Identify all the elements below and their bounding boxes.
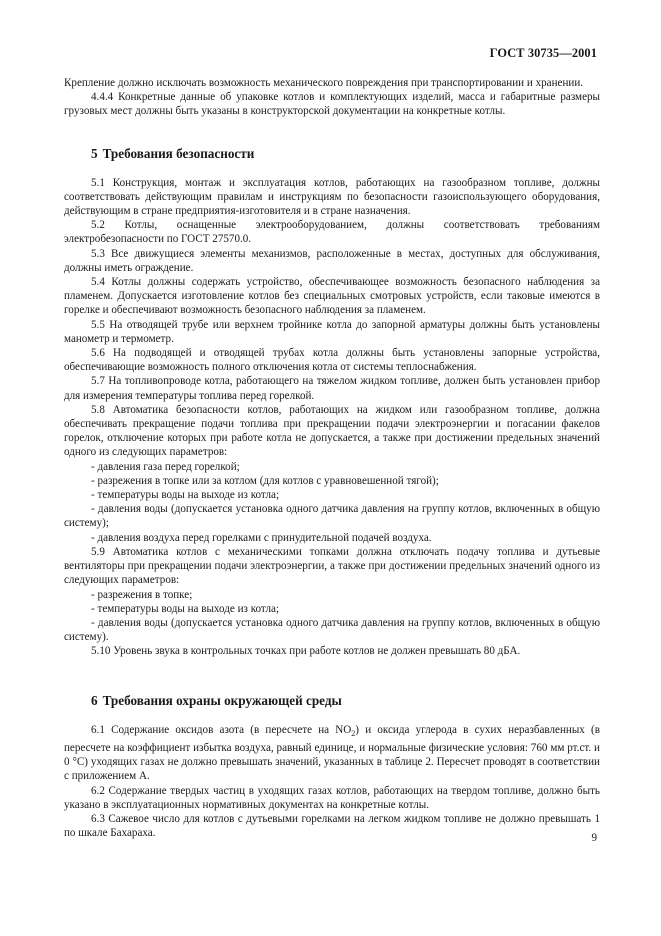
paragraph: - давления воздуха перед горелками с принудительной подачей воздуха. (91, 531, 432, 544)
paragraph: 5.8 Автоматика безопасности котлов, работающих на жидком или газообразном топливе, должна обеспечивать прекращение подачи топлива при прекращении подачи электроэнергии и погасании факелов горелок, отключение которых при работе котла не допускается, а также при достижении предельных значений одного из следующих параметров: (64, 403, 600, 459)
section-5-heading (64, 146, 600, 162)
top-paragraphs (64, 76, 600, 119)
paragraph: 5.3 Все движущиеся элементы механизмов, расположенные в местах, доступных для обслуживания, должны иметь ограждение. (64, 247, 600, 274)
paragraph-6-1-text-a: 6.1 Содержание оксидов азота (в пересчете на NO (91, 723, 352, 736)
subscript-2: 2 (351, 728, 356, 738)
section-title: Требования безопасности (102, 145, 255, 161)
paragraph-6-1 (64, 723, 600, 784)
page-number: 9 (591, 832, 597, 844)
paragraph: Крепление должно исключать возможность механического повреждения при транспортировании и хранении. (64, 77, 584, 89)
paragraph: 5.10 Уровень звука в контрольных точках при работе котлов не должен превышать 80 дБА. (91, 645, 521, 658)
section-6-heading (64, 693, 600, 709)
paragraph: - температуры воды на выходе из котла; (91, 602, 280, 615)
section-6-paragraphs (64, 784, 600, 841)
section-number: 6 (91, 692, 98, 708)
paragraph: 5.5 На отводящей трубе или верхнем тройнике котла до запорной арматуры должны быть установлены манометр и термометр. (64, 318, 600, 345)
section-5-paragraphs (64, 176, 600, 659)
paragraph: - разрежения в топке; (91, 588, 193, 601)
paragraph: - давления воды (допускается установка одного датчика давления на группу котлов, включенных в общую систему); (64, 503, 600, 530)
document-header: ГОСТ 30735—2001 (489, 46, 597, 60)
paragraph: 5.1 Конструкция, монтаж и эксплуатация котлов, работающих на газообразном топливе, должны соответствовать действующим правилам и инструкциям по безопасности газоиспользующего оборудования, действующим в стране предприятия-изготовителя и в стране назначения. (64, 176, 600, 218)
paragraph: - давления газа перед горелкой; (91, 460, 240, 473)
paragraph: 5.4 Котлы должны содержать устройство, обеспечивающее возможность безопасного наблюдения за пламенем. Допускается изготовление котлов без специальных смотровых устройств, если таковые имеются в горелке и обеспечивают возможность безопасного наблюдения за пламенем. (64, 276, 600, 317)
paragraph: 5.9 Автоматика котлов с механическими топками должна отключать подачу топлива и дутьевые вентиляторы при прекращении подачи электроэнергии, а также при достижении предельных значений одного из следующих параметров: (64, 545, 600, 587)
document-body (64, 76, 600, 840)
section-number: 5 (91, 145, 98, 161)
section-title: Требования охраны окружающей среды (102, 692, 342, 708)
paragraph-6-1-text-b: ) и оксида углерода в сухих неразбавленных (в пересчете на коэффициент избытка воздуха, равный единице, и нормальные физические условия: 760 мм рт.ст. и 0 °С) уходящих газах не должно превышать значений, указанных в таблице 2. Пересчет проводят в соответствии с приложением А. (64, 723, 600, 783)
paragraph: 5.6 На подводящей и отводящей трубах котла должны быть установлены запорные устройства, обеспечивающие возможность полного отключения котла от системы теплоснабжения. (64, 347, 600, 374)
paragraph: 5.2 Котлы, оснащенные электрооборудованием, должны соответствовать требованиям электробезопасности по ГОСТ 27570.0. (64, 219, 600, 246)
paragraph: 5.7 На топливопроводе котла, работающего на тяжелом жидком топливе, должен быть установлен прибор для измерения температуры топлива перед горелкой. (64, 375, 600, 402)
paragraph: 6.2 Содержание твердых частиц в уходящих газах котлов, работающих на твердом топливе, должно быть указано в эксплуатационных нормативных документах на конкретные котлы. (64, 784, 600, 811)
paragraph: 4.4.4 Конкретные данные об упаковке котлов и комплектующих изделий, масса и габаритные размеры грузовых мест должны быть указаны в конструкторской документации на конкретные котлы. (64, 91, 600, 118)
paragraph: - температуры воды на выходе из котла; (91, 489, 280, 502)
paragraph: - разрежения в топке или за котлом (для котлов с уравновешенной тягой); (91, 474, 439, 487)
paragraph: - давления воды (допускается установка одного датчика давления на группу котлов, включенных в общую систему). (64, 616, 600, 644)
paragraph: 6.3 Сажевое число для котлов с дутьевыми горелками на легком жидком топливе не должно превышать 1 по шкале Бахараха. (64, 812, 600, 840)
